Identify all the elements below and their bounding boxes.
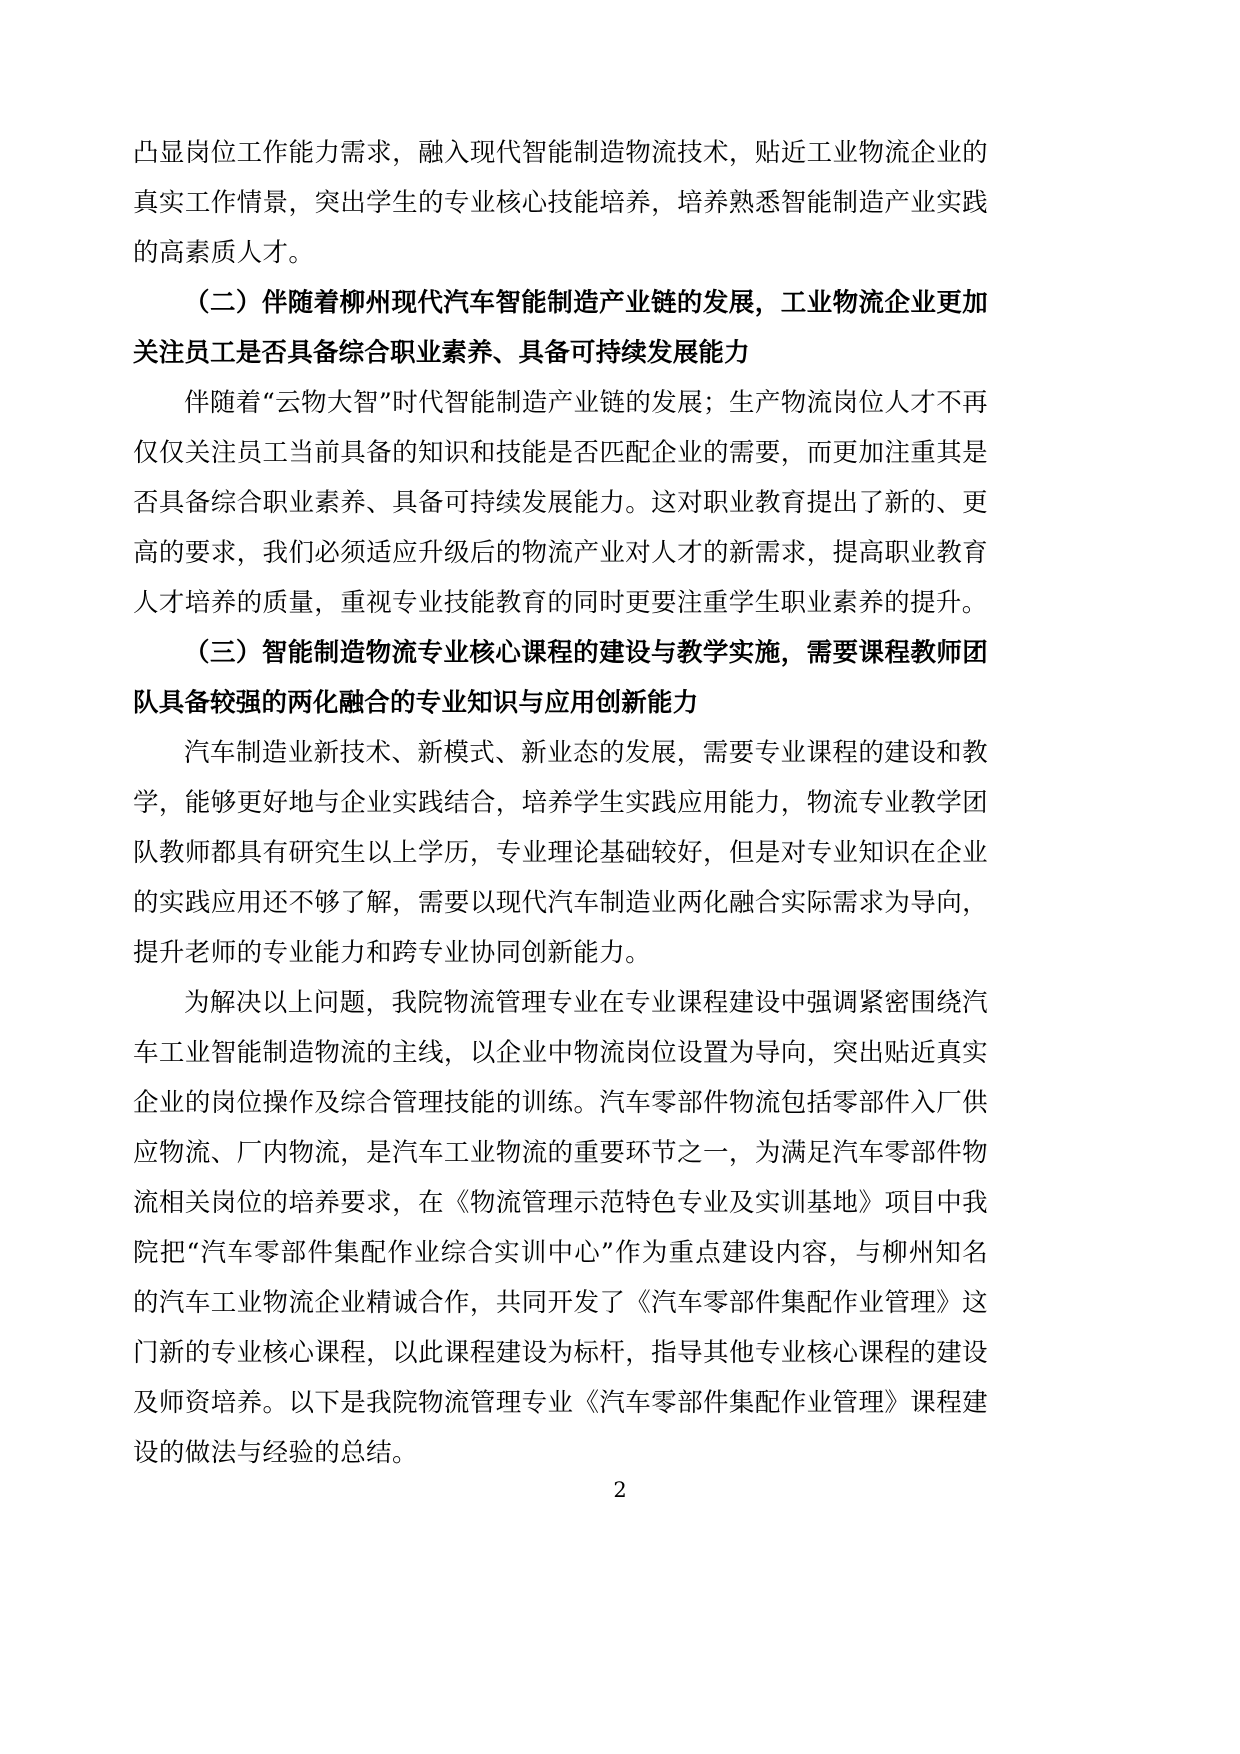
paragraph-section-three: 汽车制造业新技术、新模式、新业态的发展，需要专业课程的建设和教学，能够更好地与企业实践结合，培养学生实践应用能力，物流专业教学团队教师都具有研究生以上学历，专业理论基础较好，但是对专业知识在企业的实践应用还不够了解，需要以现代汽车制造业两化融合实际需求为导向，提升老师的专业能力和跨专业协同创新能力。 <box>133 738 988 968</box>
document-body <box>133 128 988 1478</box>
paragraph-solution: 为解决以上问题，我院物流管理专业在专业课程建设中强调紧密围绕汽车工业智能制造物流的主线，以企业中物流岗位设置为导向，突出贴近真实企业的岗位操作及综合管理技能的训练。汽车零部件物流包括零部件入厂供应物流、厂内物流，是汽车工业物流的重要环节之一，为满足汽车零部件物流相关岗位的培养要求，在《物流管理示范特色专业及实训基地》项目中我院把“汽车零部件集配作业综合实训中心”作为重点建设内容，与柳州知名的汽车工业物流企业精诚合作，共同开发了《汽车零部件集配作业管理》这门新的专业核心课程，以此课程建设为标杆，指导其他专业核心课程的建设及师资培养。以下是我院物流管理专业《汽车零部件集配作业管理》课程建设的做法与经验的总结。 <box>133 988 988 1468</box>
section-heading-three: （三）智能制造物流专业核心课程的建设与教学实施，需要课程教师团队具备较强的两化融合的专业知识与应用创新能力 <box>133 638 988 718</box>
paragraph-continuation: 凸显岗位工作能力需求，融入现代智能制造物流技术，贴近工业物流企业的真实工作情景，突出学生的专业核心技能培养，培养熟悉智能制造产业实践的高素质人才。 <box>133 138 988 268</box>
paragraph-section-two: 伴随着“云物大智”时代智能制造产业链的发展；生产物流岗位人才不再仅仅关注员工当前具备的知识和技能是否匹配企业的需要，而更加注重其是否具备综合职业素养、具备可持续发展能力。这对职业教育提出了新的、更高的要求，我们必须适应升级后的物流产业对人才的新需求，提高职业教育人才培养的质量，重视专业技能教育的同时更要注重学生职业素养的提升。 <box>133 388 988 618</box>
section-heading-two: （二）伴随着柳州现代汽车智能制造产业链的发展，工业物流企业更加关注员工是否具备综合职业素养、具备可持续发展能力 <box>133 288 988 368</box>
page-number: 2 <box>613 1478 627 1502</box>
